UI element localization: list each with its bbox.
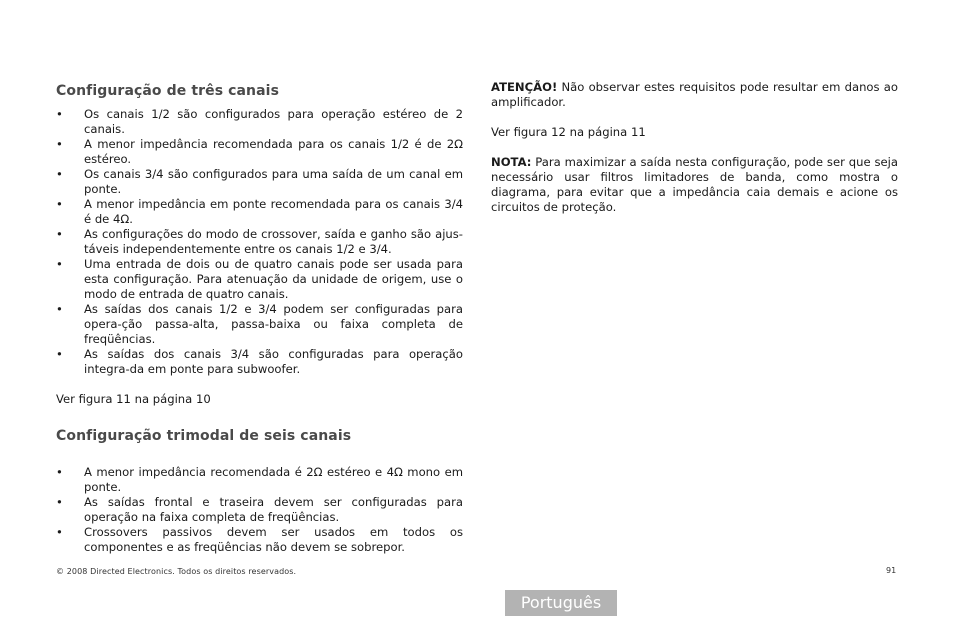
warning-text: Não observar estes requisitos pode resultar em danos ao amplificador. [491, 80, 898, 109]
list-item: • As saídas dos canais 3/4 são configuradas para operação integra-da em ponte para subwoofer. [56, 347, 463, 376]
bullet-icon: • [56, 495, 63, 509]
list-item: • A menor impedância recomendada para os canais 1/2 é de 2Ω estéreo. [56, 137, 463, 166]
bullet-icon: • [56, 137, 63, 151]
figure-reference-11: Ver figura 11 na página 10 [56, 392, 211, 406]
warning-paragraph [491, 80, 898, 110]
bullet-icon: • [56, 465, 63, 479]
bullet-icon: • [56, 347, 63, 361]
list-item: • Crossovers passivos devem ser usados em todos os componentes e as freqüências não devem se sobrepor. [56, 525, 463, 554]
language-tab: Português [505, 590, 617, 616]
bullet-icon: • [56, 302, 63, 316]
figure-reference-12: Ver figura 12 na página 11 [491, 125, 646, 139]
right-column [491, 80, 898, 215]
bullet-icon: • [56, 197, 63, 211]
copyright-notice: © 2008 Directed Electronics. Todos os direitos reservados. [56, 567, 297, 576]
bullet-icon: • [56, 227, 63, 241]
list-item: • As configurações do modo de crossover, saída e ganho são ajus-táveis independentemente entre os canais 1/2 e 3/4. [56, 227, 463, 256]
section-heading-three-channel: Configuração de três canais [56, 83, 280, 99]
section-heading-trimodal: Configuração trimodal de seis canais [56, 428, 352, 444]
note-paragraph [491, 155, 898, 215]
trimodal-bullet-list [56, 465, 463, 555]
warning-label: ATENÇÃO! [491, 80, 558, 94]
bullet-icon: • [56, 107, 63, 121]
bullet-icon: • [56, 257, 63, 271]
three-channel-bullet-list [56, 107, 463, 377]
note-label: NOTA: [491, 155, 532, 169]
list-item: • As saídas dos canais 1/2 e 3/4 podem ser configuradas para opera-ção passa-alta, passa-baixa ou faixa completa de freqüências. [56, 302, 463, 346]
note-text: Para maximizar a saída nesta configuração, pode ser que seja necessário usar filtros limitadores de banda, como mostra o diagrama, para evitar que a impedância caia demais e acione os circuitos de proteção. [491, 155, 898, 214]
left-column [56, 82, 463, 555]
page-number: 91 [886, 566, 897, 575]
list-item: • Os canais 1/2 são configurados para operação estéreo de 2 canais. [56, 107, 463, 136]
bullet-icon: • [56, 525, 63, 539]
list-item: • Os canais 3/4 são configurados para uma saída de um canal em ponte. [56, 167, 463, 196]
list-item: • A menor impedância recomendada é 2Ω estéreo e 4Ω mono em ponte. [56, 465, 463, 494]
bullet-icon: • [56, 167, 63, 181]
list-item: • A menor impedância em ponte recomendada para os canais 3/4 é de 4Ω. [56, 197, 463, 226]
list-item: • Uma entrada de dois ou de quatro canais pode ser usada para esta configuração. Para atenuação da unidade de origem, use o modo de entrada de quatro canais. [56, 257, 463, 301]
list-item: • As saídas frontal e traseira devem ser configuradas para operação na faixa completa de freqüências. [56, 495, 463, 524]
